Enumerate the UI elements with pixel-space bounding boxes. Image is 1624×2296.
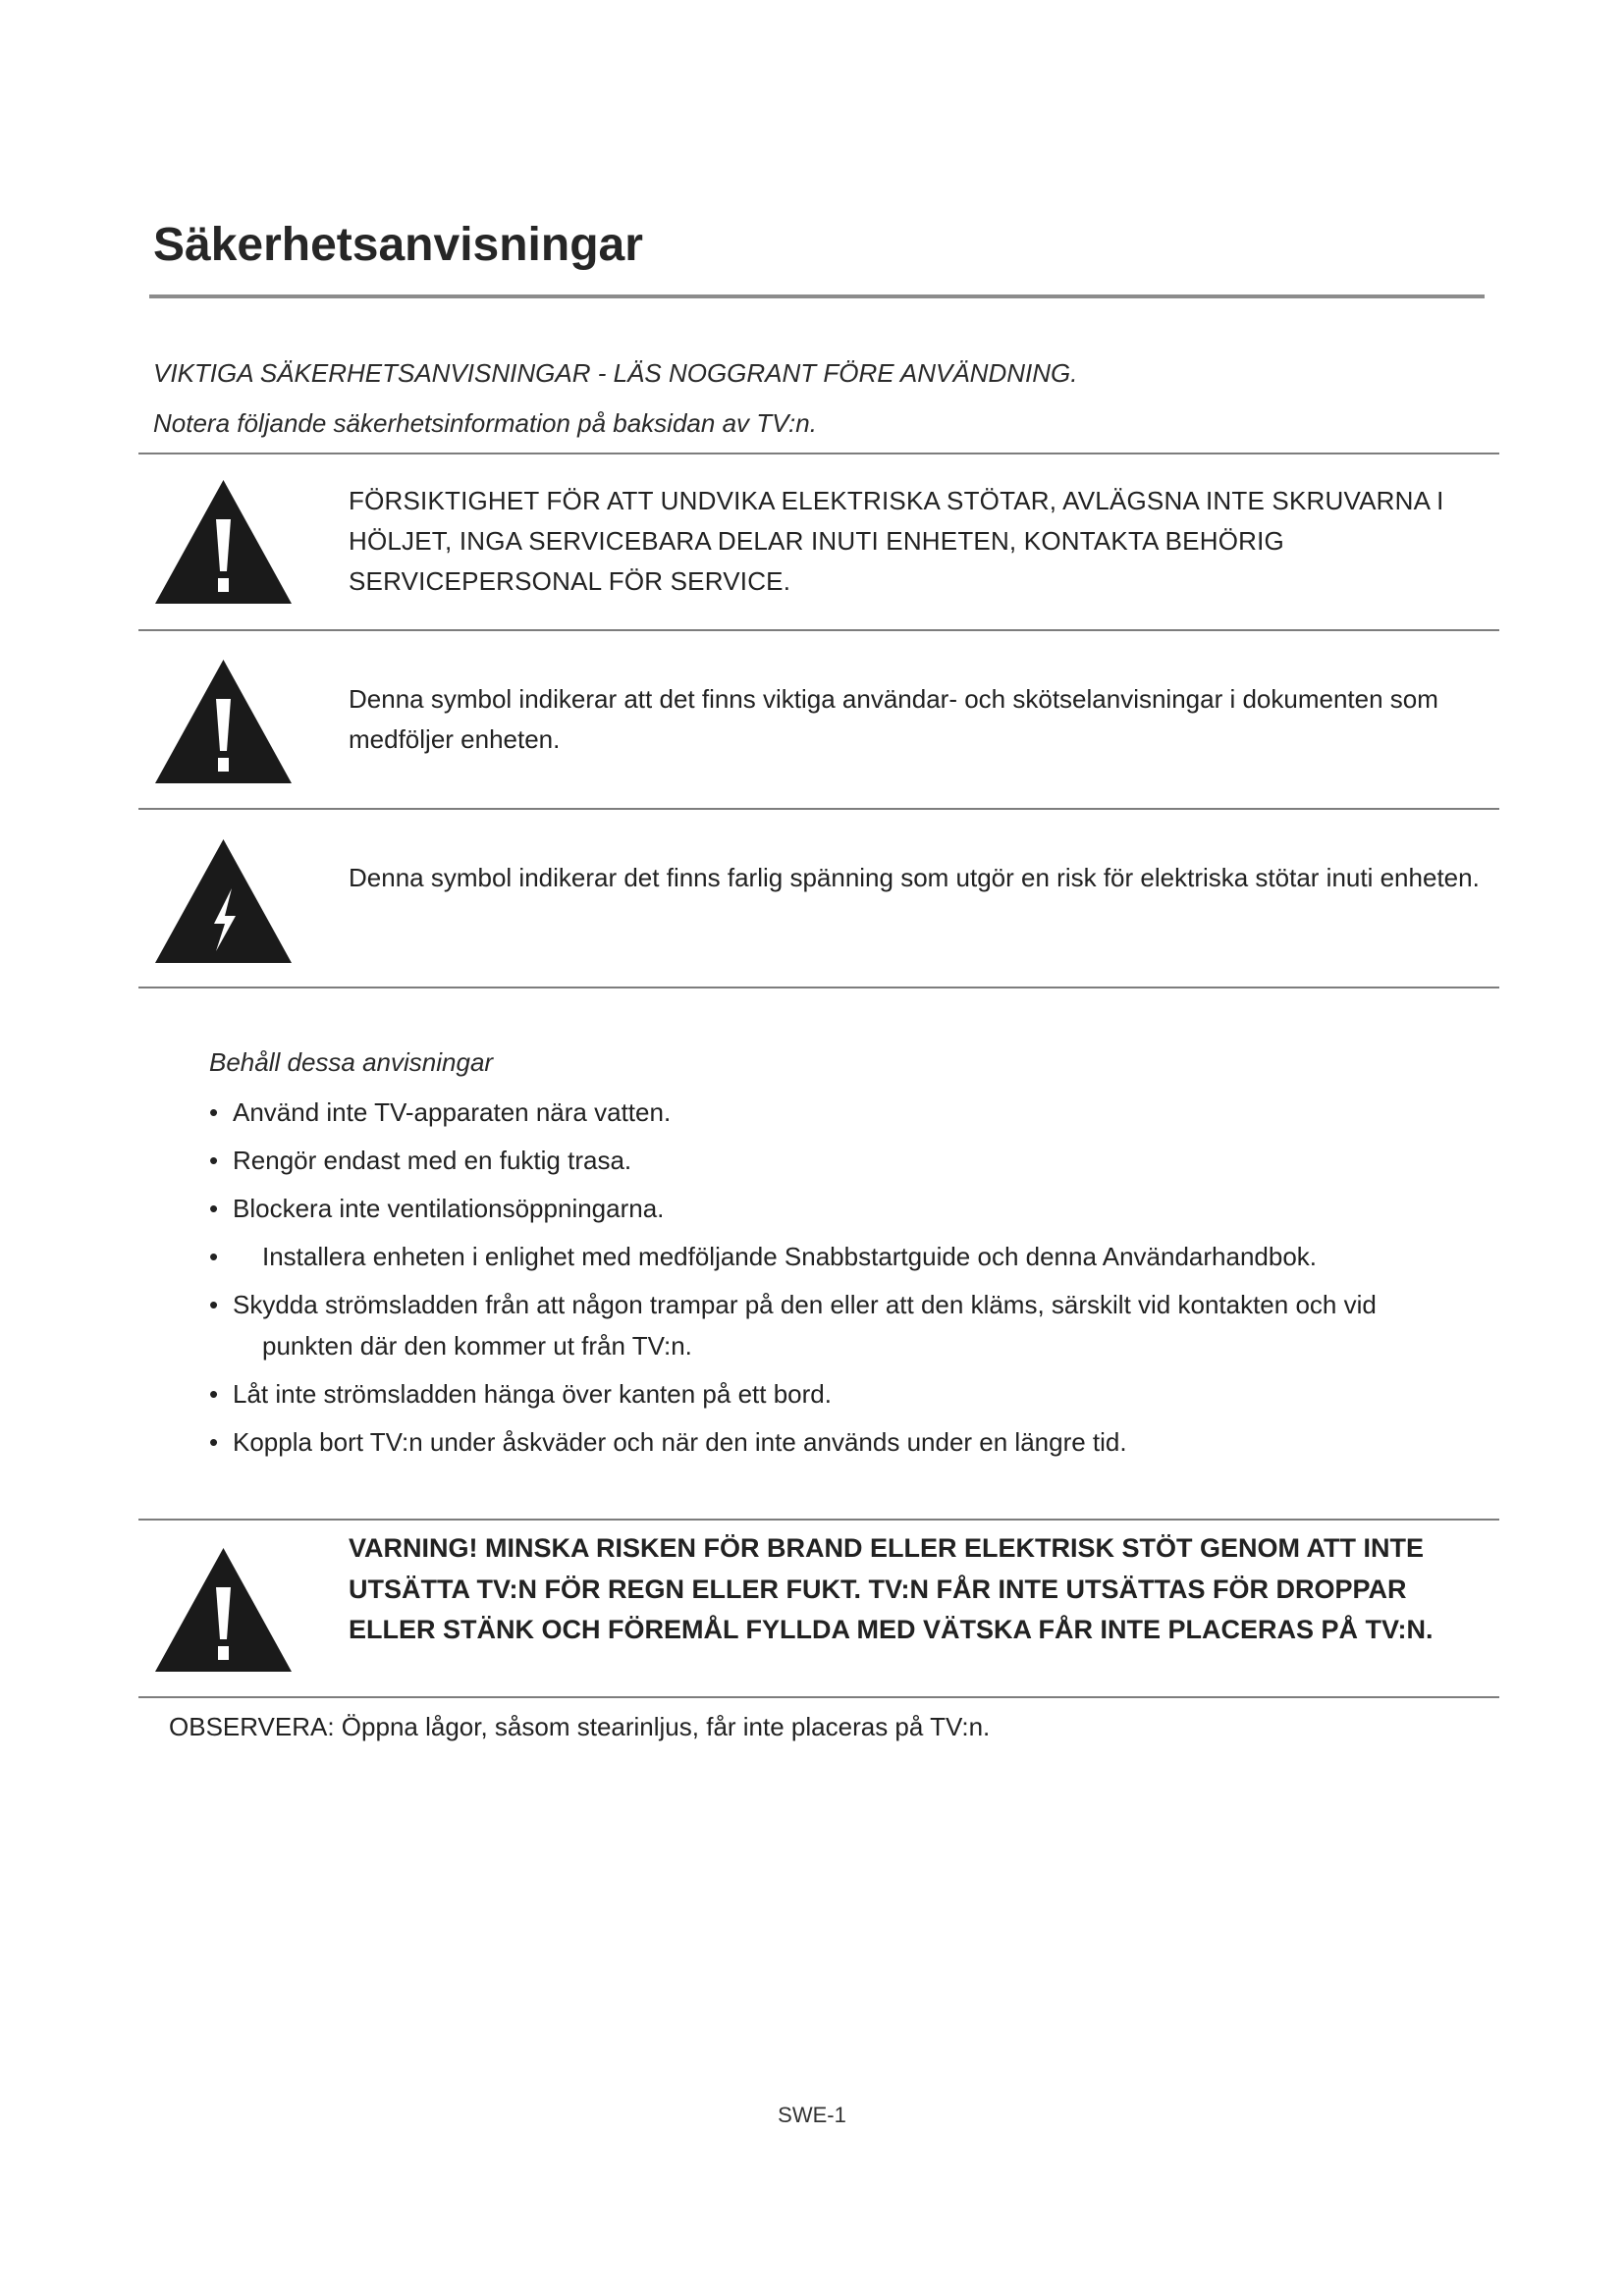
- list-item: • Blockera inte ventilationsöppningarna.: [209, 1194, 665, 1223]
- list-item: • Koppla bort TV:n under åskväder och när den inte används under en längre tid.: [209, 1427, 1127, 1457]
- instructions-list: [209, 1092, 1486, 1469]
- caution-text: FÖRSIKTIGHET FÖR ATT UNDVIKA ELEKTRISKA STÖTAR, AVLÄGSNA INTE SKRUVARNA I HÖLJET, INGA SERVICEBARA DELAR INUTI ENHETEN, KONTAKTA BEHÖRIG SERVICEPERSONAL FÖR SERVICE.: [349, 486, 1444, 596]
- divider: [138, 808, 1499, 810]
- list-item: • Rengör endast med en fuktig trasa.: [209, 1146, 632, 1175]
- page-title: Säkerhetsanvisningar: [153, 219, 643, 271]
- exclamation-triangle-icon: [153, 1546, 294, 1674]
- divider: [138, 1519, 1499, 1521]
- divider: [138, 987, 1499, 988]
- exclamation-triangle-icon: [153, 658, 294, 785]
- list-item: • Installera enheten i enlighet med medföljande Snabbstartguide och denna Användarhandbok.: [209, 1242, 1318, 1271]
- exclamation-triangle-icon: [153, 478, 294, 606]
- keep-instructions-title: Behåll dessa anvisningar: [209, 1047, 494, 1077]
- lightning-triangle-icon: [153, 837, 294, 965]
- divider: [138, 453, 1499, 454]
- final-warning-text: VARNING! MINSKA RISKEN FÖR BRAND ELLER ELEKTRISK STÖT GENOM ATT INTE UTSÄTTA TV:N FÖR REGN ELLER FUKT. TV:N FÅR INTE UTSÄTTAS FÖR DROPPAR ELLER STÄNK OCH FÖREMÅL FYLLDA MED VÄTSKA FÅR INTE PLACERAS PÅ TV:N.: [349, 1533, 1434, 1644]
- exclamation-text: Denna symbol indikerar att det finns viktiga användar- och skötselanvisningar i dokumenten som medföljer enheten.: [349, 684, 1438, 754]
- title-divider: [149, 294, 1485, 298]
- list-item: • Låt inte strömsladden hänga över kanten på ett bord.: [209, 1379, 832, 1409]
- list-item: • Använd inte TV-apparaten nära vatten.: [209, 1097, 672, 1127]
- intro-heading: VIKTIGA SÄKERHETSANVISNINGAR - LÄS NOGGRANT FÖRE ANVÄNDNING.: [153, 358, 1078, 388]
- intro-note: Notera följande säkerhetsinformation på baksidan av TV:n.: [153, 408, 817, 438]
- page-number: SWE-1: [778, 2103, 846, 2127]
- list-item: • Skydda strömsladden från att någon trampar på den eller att den kläms, särskilt vid kontakten och vid punkten där den kommer ut från TV:n.: [209, 1290, 1377, 1361]
- divider: [138, 1696, 1499, 1698]
- voltage-text: Denna symbol indikerar det finns farlig spänning som utgör en risk för elektriska stötar inuti enheten.: [349, 863, 1480, 892]
- divider: [138, 629, 1499, 631]
- observe-note: OBSERVERA: Öppna lågor, såsom stearinljus, får inte placeras på TV:n.: [169, 1712, 991, 1741]
